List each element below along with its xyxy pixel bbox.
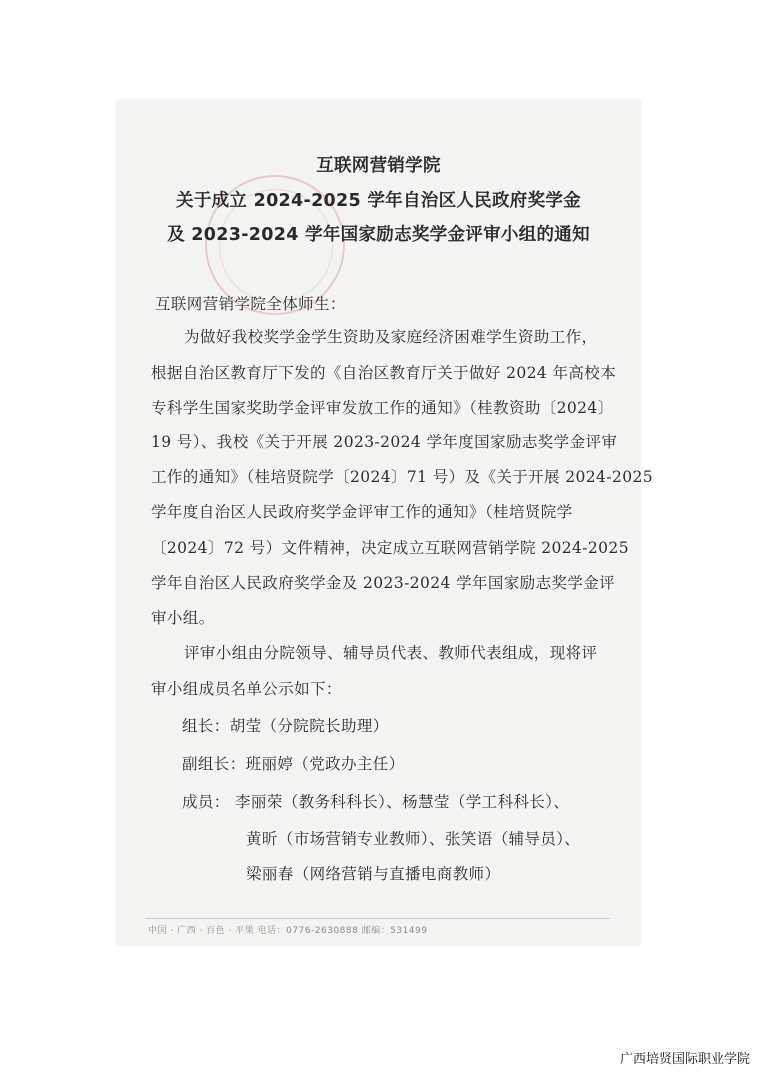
salutation: 互联网营销学院全体师生：: [155, 295, 346, 313]
members-line: 成员： 李丽荣（教务科科长）、杨慧莹（学工科科长）、: [182, 793, 570, 811]
paragraph1-line: 19 号）、我校《关于开展 2023-2024 学年度国家励志奖学金评审: [151, 433, 618, 451]
members-line: 梁丽春（网络营销与直播电商教师）: [246, 865, 501, 883]
document-title-line-1: 互联网营销学院: [316, 156, 441, 176]
page-footer-institution: 广西培贤国际职业学院: [619, 1052, 750, 1067]
paragraph1-line: 专科学生国家奖助学金评审发放工作的通知》（桂教资助〔2024〕: [151, 399, 614, 417]
leader-line: 组长：胡莹（分院院长助理）: [182, 717, 389, 735]
paragraph1-line: 工作的通知》（桂培贤院学〔2024〕71 号）及《关于开展 2024-2025: [151, 468, 654, 486]
paragraph2-line: 评审小组由分院领导、辅导员代表、教师代表组成，现将评: [184, 644, 598, 662]
document-title-line-3: 及 2023-2024 学年国家励志奖学金评审小组的通知: [167, 225, 590, 245]
paragraph1-line: 〔2024〕72 号）文件精神，决定成立互联网营销学院 2024-2025: [151, 539, 629, 557]
members-line: 黄昕（市场营销专业教师）、张笑语（辅导员）、: [246, 830, 581, 848]
paragraph2-line: 审小组成员名单公示如下：: [151, 680, 342, 698]
paragraph1-line: 根据自治区教育厅下发的《自治区教育厅关于做好 2024 年高校本: [151, 364, 617, 382]
paragraph1-line: 审小组。: [151, 609, 215, 627]
document-title-line-2: 关于成立 2024-2025 学年自治区人民政府奖学金: [176, 191, 581, 211]
paragraph1-line: 学年自治区人民政府奖学金及 2023-2024 学年国家励志奖学金评: [151, 574, 616, 592]
letterhead-footer: 中国 · 广西 · 百色 · 平果 电话：0776-2630888 邮编：531499: [148, 926, 428, 936]
letterhead-footer-rule: [145, 918, 610, 919]
paragraph1-line: 为做好我校奖学金学生资助及家庭经济困难学生资助工作，: [184, 328, 598, 346]
paragraph1-line: 学年度自治区人民政府奖学金评审工作的通知》（桂培贤院学: [151, 503, 573, 521]
deputy-leader-line: 副组长：班丽婷（党政办主任）: [182, 755, 405, 773]
